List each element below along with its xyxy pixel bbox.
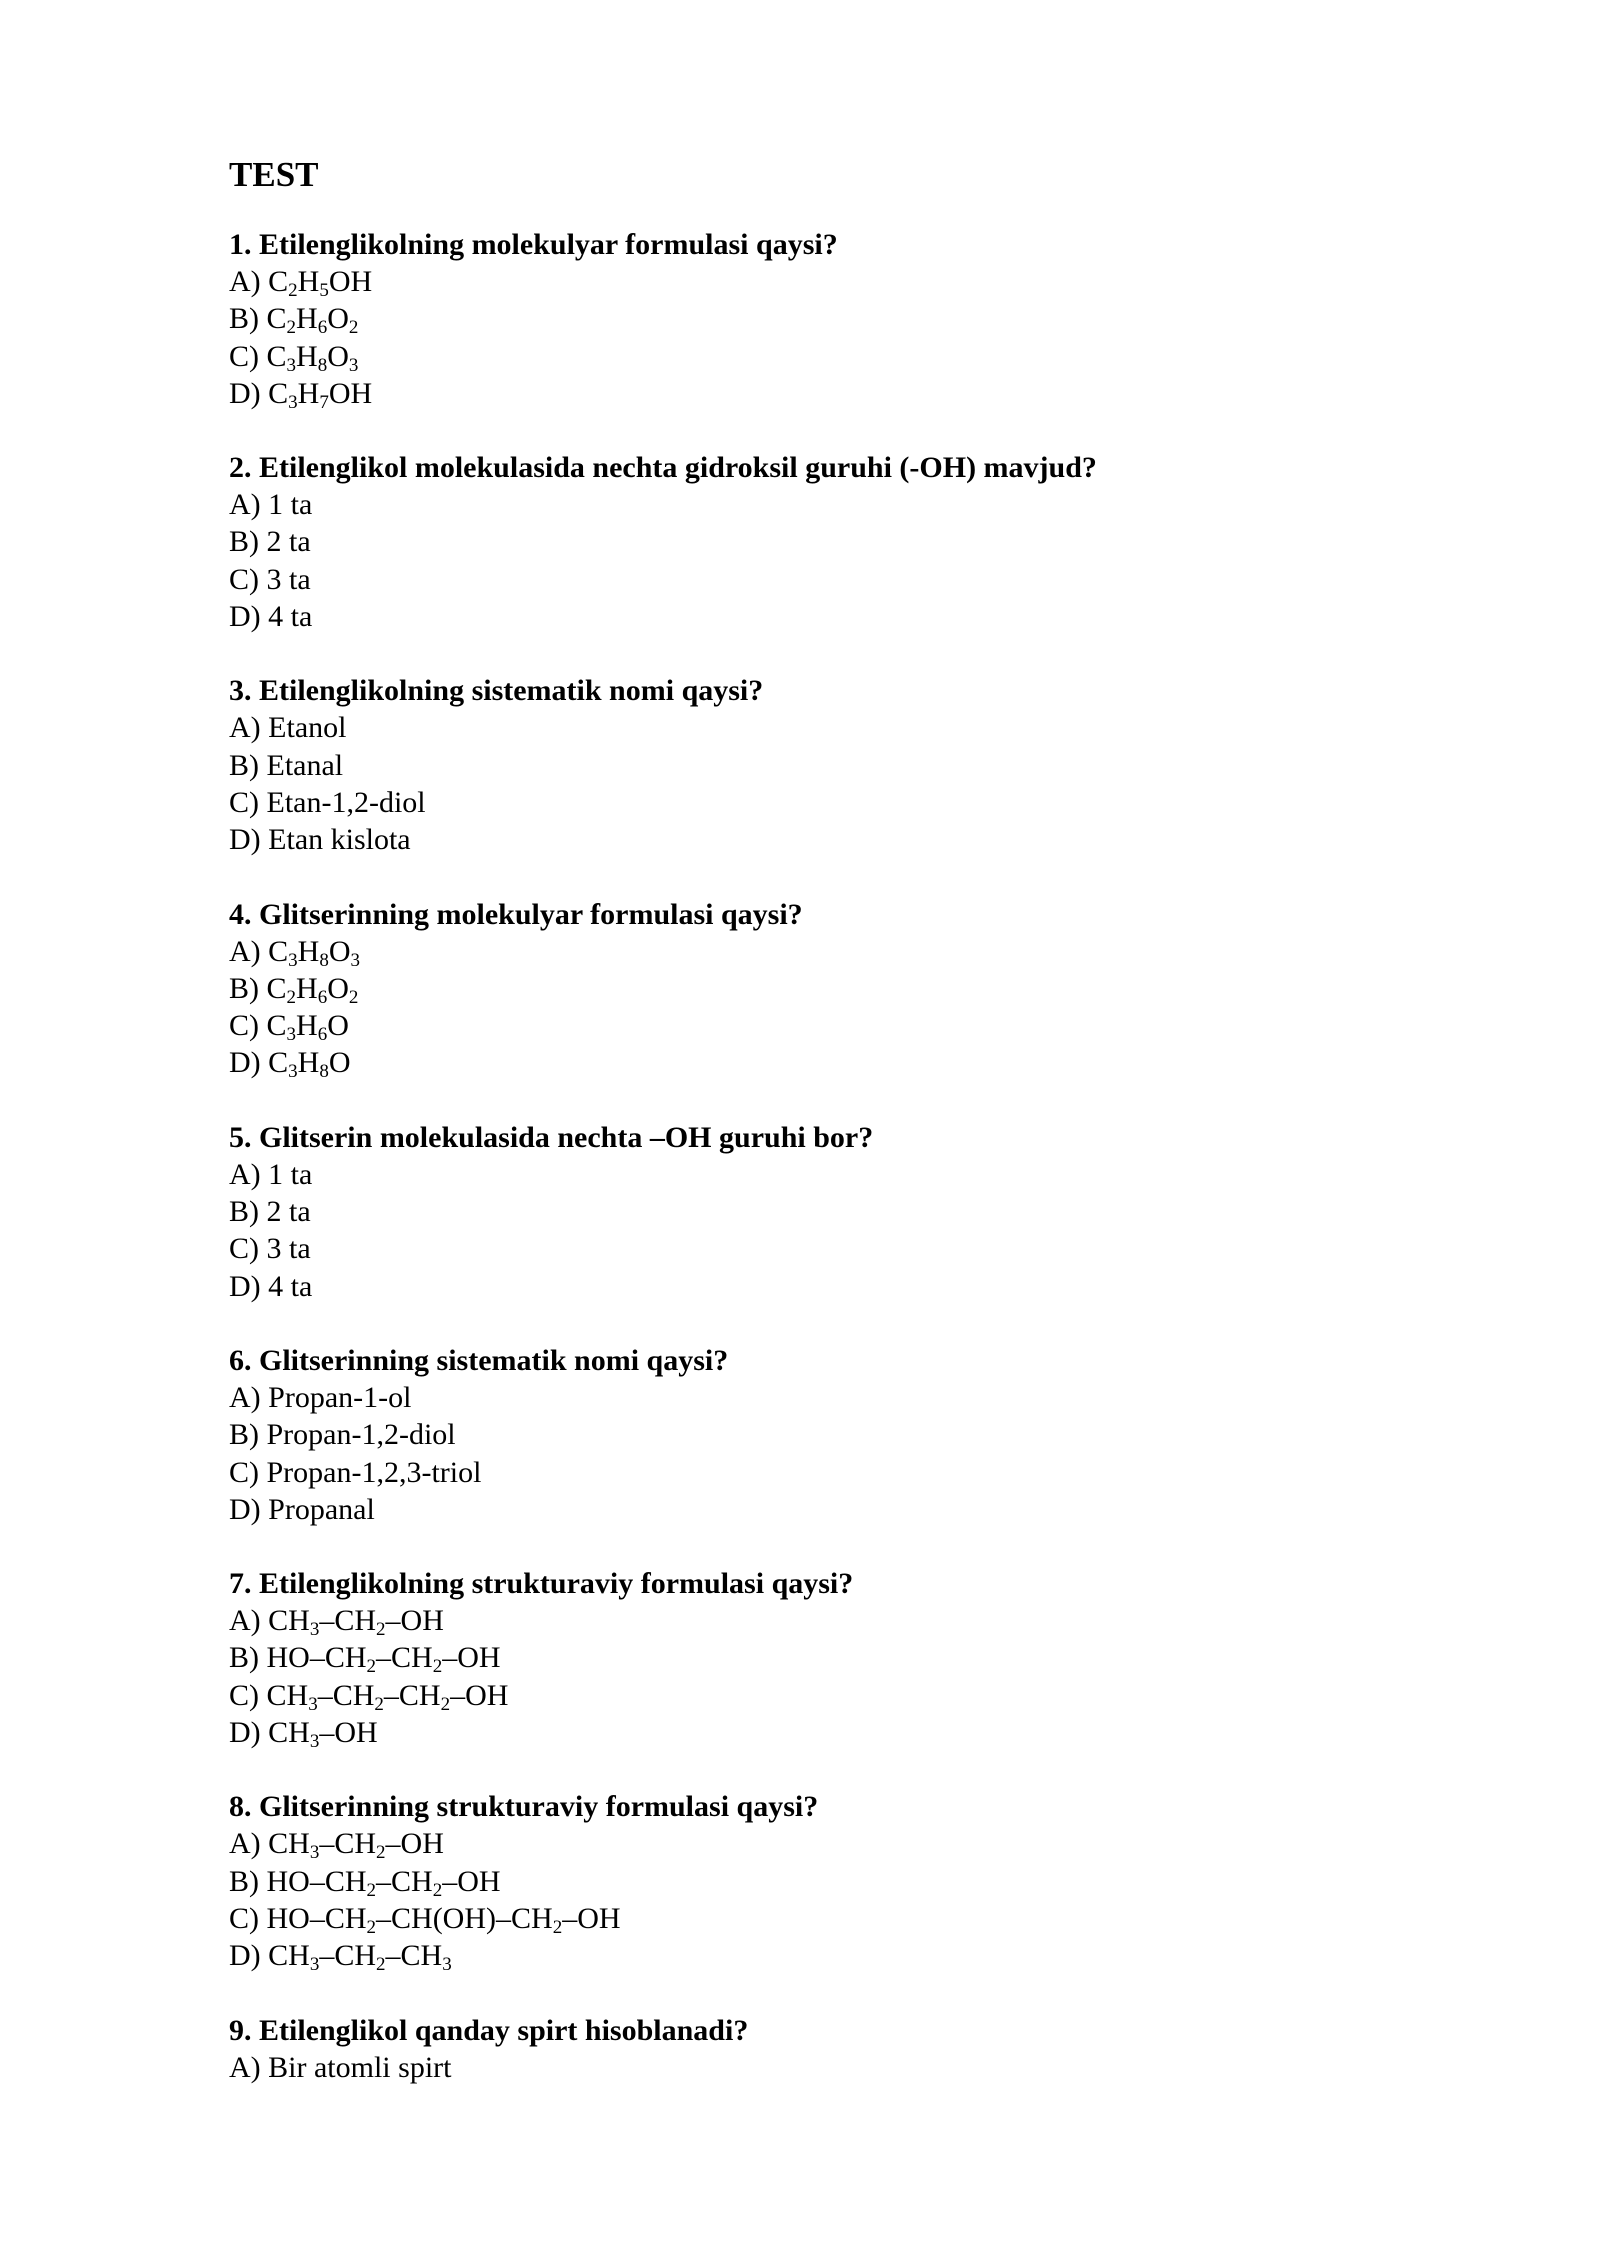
subscript: 7	[319, 391, 329, 413]
subscript: 2	[366, 1916, 377, 1938]
question-label: Glitserin molekulasida nechta –OH guruhi bor?	[259, 1120, 874, 1154]
subscript: 3	[309, 1619, 320, 1641]
option-text: HO–CH	[266, 1641, 367, 1675]
option-text: –CH	[319, 1604, 377, 1638]
question-block	[229, 226, 1529, 412]
option-text: –CH	[385, 1939, 443, 1973]
page-title: TEST	[229, 155, 319, 194]
option-letter: C)	[229, 1901, 259, 1935]
option-letter: C)	[229, 1232, 259, 1266]
subscript: 2	[432, 1656, 443, 1678]
answer-option	[229, 1268, 1529, 1305]
answer-option	[229, 1379, 1529, 1416]
answer-option	[229, 486, 1529, 523]
question-number: 3.	[229, 674, 252, 708]
option-text: H	[296, 339, 318, 373]
option-text: Bir atomli spirt	[268, 2050, 452, 2084]
option-text: CH	[268, 1716, 310, 1750]
question-label: Etilenglikol molekulasida nechta gidroksil guruhi (-OH) mavjud?	[259, 451, 1097, 485]
subscript: 2	[376, 1842, 386, 1864]
question-label: Glitserinning sistematik nomi qaysi?	[259, 1343, 729, 1377]
subscript: 2	[286, 986, 297, 1008]
answer-option	[229, 1491, 1529, 1528]
option-text: C	[266, 302, 287, 336]
option-text: –OH	[442, 1864, 501, 1898]
question-block	[229, 672, 1529, 858]
answer-option	[229, 1007, 1529, 1044]
option-letter: C)	[229, 339, 259, 373]
option-letter: C)	[229, 1678, 259, 1712]
option-text: C	[268, 1046, 289, 1080]
subscript: 3	[288, 391, 298, 413]
answer-option	[229, 561, 1529, 598]
answer-option	[229, 1900, 1529, 1937]
subscript: 3	[308, 1693, 318, 1715]
subscript: 2	[440, 1693, 451, 1715]
question-text	[229, 226, 1529, 263]
answer-option	[229, 1825, 1529, 1862]
subscript: 2	[286, 317, 297, 339]
subscript: 3	[350, 949, 361, 971]
question-list	[229, 226, 1529, 2086]
option-text: H	[297, 376, 320, 410]
subscript: 2	[348, 986, 359, 1008]
option-letter: A)	[229, 2050, 261, 2084]
subscript: 8	[317, 354, 328, 376]
question-block	[229, 896, 1529, 1082]
answer-option	[229, 1044, 1529, 1081]
answer-option	[229, 375, 1529, 412]
option-text: Propan-1,2,3-triol	[266, 1455, 482, 1489]
question-number: 8.	[229, 1790, 252, 1824]
option-letter: D)	[229, 823, 261, 857]
question-block	[229, 1788, 1529, 1974]
option-text: –OH	[450, 1678, 509, 1712]
option-text: H	[297, 265, 320, 298]
option-text: –OH	[562, 1901, 621, 1935]
answer-option	[229, 263, 1529, 300]
option-text: Etanol	[268, 711, 347, 745]
answer-option	[229, 1714, 1529, 1751]
option-text: 2 ta	[266, 525, 311, 559]
answer-option	[229, 747, 1529, 784]
subscript: 2	[348, 317, 359, 339]
question-text	[229, 1342, 1529, 1379]
answer-option	[229, 1863, 1529, 1900]
option-text: HO–CH	[266, 1864, 367, 1898]
option-letter: A)	[229, 265, 261, 298]
option-text: –CH	[383, 1678, 441, 1712]
option-text: H	[296, 302, 318, 336]
option-text: O	[328, 1046, 351, 1080]
option-text: O	[327, 1009, 349, 1043]
option-letter: D)	[229, 376, 261, 410]
option-text: 1 ta	[268, 1157, 313, 1191]
question-label: Etilenglikolning sistematik nomi qaysi?	[259, 674, 764, 708]
option-letter: A)	[229, 488, 261, 522]
option-letter: D)	[229, 600, 261, 634]
question-text	[229, 1565, 1529, 1602]
option-text: Propanal	[268, 1492, 375, 1526]
answer-option	[229, 1230, 1529, 1267]
option-text: Etan kislota	[268, 823, 411, 857]
option-text: 3 ta	[266, 562, 311, 596]
option-letter: B)	[229, 1195, 259, 1229]
subscript: 3	[286, 354, 297, 376]
subscript: 2	[288, 280, 298, 301]
option-text: OH	[328, 376, 373, 410]
option-text: CH	[266, 1678, 309, 1712]
option-letter: C)	[229, 1455, 259, 1489]
question-label: Etilenglikol qanday spirt hisoblanadi?	[259, 2013, 749, 2047]
option-letter: D)	[229, 1939, 261, 1973]
question-block	[229, 449, 1529, 635]
subscript: 2	[366, 1879, 377, 1901]
subscript: 3	[309, 1731, 320, 1753]
option-letter: B)	[229, 1864, 259, 1898]
answer-option	[229, 1416, 1529, 1453]
option-text: –CH	[319, 1827, 377, 1861]
option-letter: B)	[229, 1418, 259, 1452]
answer-option	[229, 1193, 1529, 1230]
subscript: 6	[317, 986, 328, 1008]
answer-option	[229, 933, 1529, 970]
question-label: Glitserinning molekulyar formulasi qaysi?	[259, 897, 803, 931]
option-text: H	[297, 934, 320, 968]
question-text	[229, 896, 1529, 933]
option-text: H	[297, 1046, 320, 1080]
option-letter: D)	[229, 1492, 261, 1526]
subscript: 3	[309, 1954, 320, 1976]
subscript: 3	[288, 1061, 298, 1083]
option-letter: B)	[229, 525, 259, 559]
option-letter: C)	[229, 1009, 259, 1043]
option-letter: D)	[229, 1046, 261, 1080]
option-text: C	[266, 1009, 287, 1043]
answer-option	[229, 970, 1529, 1007]
question-text	[229, 449, 1529, 486]
answer-option	[229, 821, 1529, 858]
question-text	[229, 2012, 1529, 2049]
question-label: Etilenglikolning molekulyar formulasi qaysi?	[259, 228, 838, 261]
answer-option	[229, 709, 1529, 746]
subscript: 2	[552, 1916, 563, 1938]
option-text: 4 ta	[268, 1269, 313, 1303]
question-block	[229, 1565, 1529, 1751]
option-letter: B)	[229, 302, 259, 336]
question-block	[229, 2012, 1529, 2086]
answer-option	[229, 784, 1529, 821]
question-block	[229, 1342, 1529, 1528]
question-text	[229, 672, 1529, 709]
option-text: –CH	[317, 1678, 375, 1712]
answer-option	[229, 598, 1529, 635]
option-letter: B)	[229, 748, 259, 782]
question-number: 6.	[229, 1343, 252, 1377]
subscript: 2	[376, 1954, 386, 1976]
option-text: 4 ta	[268, 600, 313, 634]
subscript: 8	[319, 949, 329, 971]
question-text	[229, 1119, 1529, 1156]
question-label: Glitserinning strukturaviy formulasi qaysi?	[259, 1790, 819, 1824]
subscript: 2	[366, 1656, 377, 1678]
answer-option	[229, 1156, 1529, 1193]
option-text: C	[268, 265, 289, 298]
subscript: 8	[319, 1061, 329, 1083]
subscript: 2	[376, 1619, 386, 1641]
option-letter: A)	[229, 934, 261, 968]
question-text	[229, 1788, 1529, 1825]
question-number: 1.	[229, 228, 252, 261]
option-letter: D)	[229, 1269, 261, 1303]
option-text: –OH	[442, 1641, 501, 1675]
answer-option	[229, 300, 1529, 337]
option-text: CH	[268, 1939, 310, 1973]
subscript: 3	[286, 1024, 297, 1046]
option-text: 2 ta	[266, 1195, 311, 1229]
question-number: 5.	[229, 1120, 252, 1154]
option-text: C	[268, 934, 289, 968]
subscript: 3	[288, 949, 298, 971]
answer-option	[229, 1602, 1529, 1639]
option-text: Propan-1,2-diol	[266, 1418, 456, 1452]
option-text: OH	[328, 265, 373, 298]
option-text: –CH(OH)–CH	[376, 1901, 553, 1935]
option-text: CH	[268, 1827, 310, 1861]
subscript: 2	[374, 1693, 384, 1715]
option-text: C	[266, 971, 287, 1005]
answer-option	[229, 338, 1529, 375]
question-number: 2.	[229, 451, 252, 485]
subscript: 3	[442, 1954, 452, 1976]
document-page	[229, 150, 1529, 2123]
option-letter: A)	[229, 1380, 261, 1414]
option-letter: B)	[229, 971, 259, 1005]
option-text: Etanal	[266, 748, 344, 782]
option-text: C	[268, 376, 289, 410]
option-text: –CH	[376, 1864, 433, 1898]
option-letter: B)	[229, 1641, 259, 1675]
question-label: Etilenglikolning strukturaviy formulasi qaysi?	[259, 1567, 854, 1601]
option-text: O	[327, 339, 349, 373]
subscript: 5	[319, 280, 329, 301]
answer-option	[229, 1454, 1529, 1491]
subscript: 3	[348, 354, 359, 376]
question-number: 4.	[229, 897, 252, 931]
option-letter: C)	[229, 562, 259, 596]
option-text: 3 ta	[266, 1232, 311, 1266]
option-letter: D)	[229, 1716, 261, 1750]
option-text: O	[328, 934, 351, 968]
option-text: CH	[268, 1604, 310, 1638]
question-block	[229, 1119, 1529, 1305]
subscript: 6	[317, 317, 328, 339]
option-text: H	[296, 1009, 318, 1043]
answer-option	[229, 2049, 1529, 2086]
option-letter: A)	[229, 1157, 261, 1191]
option-letter: C)	[229, 785, 259, 819]
option-text: –CH	[376, 1641, 433, 1675]
option-text: Etan-1,2-diol	[266, 785, 426, 819]
option-text: O	[327, 971, 349, 1005]
option-text: –OH	[385, 1827, 444, 1861]
option-text: H	[296, 971, 318, 1005]
option-text: C	[266, 339, 287, 373]
answer-option	[229, 1639, 1529, 1676]
subscript: 2	[432, 1879, 443, 1901]
answer-option	[229, 523, 1529, 560]
question-number: 7.	[229, 1567, 252, 1601]
subscript: 6	[317, 1024, 328, 1046]
subscript: 3	[309, 1842, 320, 1864]
option-text: HO–CH	[266, 1901, 367, 1935]
option-text: Propan-1-ol	[268, 1380, 412, 1414]
option-letter: A)	[229, 1604, 261, 1638]
option-letter: A)	[229, 711, 261, 745]
question-number: 9.	[229, 2013, 252, 2047]
option-text: –OH	[385, 1604, 444, 1638]
option-text: 1 ta	[268, 488, 313, 522]
option-letter: A)	[229, 1827, 261, 1861]
answer-option	[229, 1677, 1529, 1714]
option-text: –CH	[319, 1939, 377, 1973]
option-text: –OH	[319, 1716, 378, 1750]
answer-option	[229, 1937, 1529, 1974]
option-text: O	[327, 302, 349, 336]
